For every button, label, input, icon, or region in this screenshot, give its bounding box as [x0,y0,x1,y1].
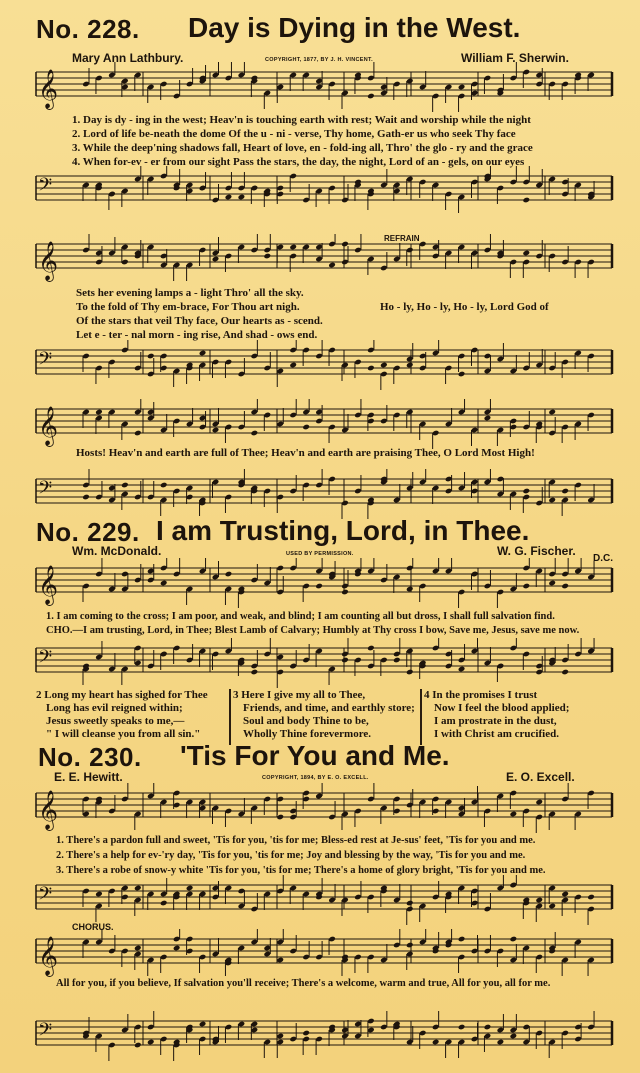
verse-2 [36,689,208,741]
lyric-line: To the fold of Thy em-brace, For Thou art nigh. [76,301,300,313]
hymn-title: 'Tis For You and Me. [180,740,450,771]
bass-staff [0,1011,640,1061]
lyric-line: 3. There's a robe of snow-y white 'Tis for you, 'tis for me; There's a home of glory bright, 'Tis for you and me. [56,865,546,876]
treble-staff [0,62,640,112]
verse-4 [424,689,569,741]
lyric-line: 3. While the deep'ning shadows fall, Heart of love, en - fold-ing all, Thro' the glo - ry and the grace [72,142,533,154]
refrain-lyrics: Ho - ly, Ho - ly, Ho - ly, Lord God of [380,301,549,313]
hymn-number: No. 228. [36,14,140,44]
lyric-line: 1. I am coming to the cross; I am poor, and weak, and blind; I am counting all but dross, I shall full salvation find. [46,611,555,622]
permission-notice: USED BY PERMISSION. [286,551,354,557]
column-divider [229,689,231,745]
lyric-line: 1. There's a pardon full and sweet, 'Tis for you, 'tis for me; Bless-ed rest at Je-sus' feet, 'Tis for you and me. [56,835,536,846]
da-capo-mark: D.C. [593,553,613,564]
verse-line: Long has evil reigned within; [46,702,183,714]
hymn-title: Day is Dying in the West. [188,12,521,43]
refrain-lyrics: Hosts! Heav'n and earth are full of Thee; Heav'n and earth are praising Thee, O Lord Most High! [76,447,535,459]
svg-text:𝄢: 𝄢 [38,647,53,672]
verse-line: 3 Here I give my all to Thee, [233,689,366,701]
bass-staff [0,469,640,519]
hymn-composer: William F. Sherwin. [461,51,569,65]
lyric-line: Let e - ter - nal morn - ing rise, And shad - ows end. [76,329,318,341]
lyric-line: 2. There's a help for ev-'ry day, 'Tis for you, 'tis for me; Joy and blessing by the way, 'Tis for you and me. [56,850,526,861]
chorus-lyrics: All for you, if you believe, If salvation you'll receive; There's a welcome, warm and true, All for you, all for me. [56,978,551,989]
treble-staff [0,783,640,833]
svg-text:𝄞: 𝄞 [38,790,59,830]
svg-text:𝄞: 𝄞 [38,936,59,976]
treble-staff [0,929,640,979]
bass-staff [0,166,640,216]
verse-lyrics [46,610,579,638]
treble-staff [0,234,640,284]
verse-lyrics [56,833,546,878]
hymn-number: No. 229. [36,517,140,547]
treble-staff [0,558,640,608]
lyric-line: 2. Lord of life be-neath the dome Of the u - ni - verse, Thy home, Gath-er us who seek Thy face [72,128,516,140]
verse-line: 2 Long my heart has sighed for Thee [36,689,208,701]
verse-lyrics [72,113,533,169]
bass-staff [0,875,640,925]
svg-text:𝄢: 𝄢 [38,349,53,374]
verse-lyrics [76,286,323,342]
verse-line: Jesus sweetly speaks to me,— [46,715,185,727]
hymn-composer: E. O. Excell. [506,770,575,784]
svg-text:𝄢: 𝄢 [38,175,53,200]
lyric-line: CHO.—I am trusting, Lord, in Thee; Blest Lamb of Calvary; Humbly at Thy cross I bow, Save me, Jesus, save me now. [46,625,580,636]
lyric-line: 4. When for-ev - er from our sight Pass the stars, the day, the night, Lord of an - gels, on our eyes [72,156,525,168]
hymn-number: No. 230. [38,742,142,772]
verse-line: I with Christ am crucified. [434,728,559,740]
copyright-notice: COPYRIGHT, 1894, BY E. O. EXCELL. [262,775,369,781]
verse-3 [233,689,415,741]
svg-text:𝄢: 𝄢 [38,1020,53,1045]
svg-text:𝄞: 𝄞 [38,241,59,281]
svg-text:𝄢: 𝄢 [38,478,53,503]
svg-text:𝄞: 𝄞 [38,565,59,605]
hymn-author: Wm. McDonald. [72,544,162,558]
lyric-line: 1. Day is dy - ing in the west; Heav'n is touching earth with rest; Wait and worship while the night [72,114,531,126]
svg-text:𝄞: 𝄞 [38,69,59,109]
copyright-notice: COPYRIGHT, 1877, BY J. H. VINCENT. [265,57,373,63]
verse-line: Wholly Thine forevermore. [243,728,372,740]
hymn-author: Mary Ann Lathbury. [72,51,184,65]
column-divider [420,689,422,745]
bass-staff [0,638,640,688]
refrain-label: REFRAIN [384,234,420,243]
verse-line: 4 In the promises I trust [424,689,538,701]
verse-line: I am prostrate in the dust, [434,715,557,727]
verse-line: Now I feel the blood applied; [434,702,570,714]
chorus-label: CHORUS. [72,922,114,932]
svg-text:𝄢: 𝄢 [38,884,53,909]
treble-staff [0,399,640,449]
verse-line: " I will cleanse you from all sin." [46,728,201,740]
hymn-title: I am Trusting, Lord, in Thee. [156,515,530,546]
verse-line: Friends, and time, and earthly store; [243,702,415,714]
svg-text:𝄞: 𝄞 [38,406,59,446]
verse-line: Soul and body Thine to be, [243,715,369,727]
hymn-composer: W. G. Fischer. [497,544,576,558]
lyric-line: Sets her evening lamps a - light Thro' all the sky. [76,287,304,299]
bass-staff [0,340,640,390]
lyric-line: Of the stars that veil Thy face, Our hearts as - scend. [76,315,323,327]
hymn-author: E. E. Hewitt. [54,770,123,784]
